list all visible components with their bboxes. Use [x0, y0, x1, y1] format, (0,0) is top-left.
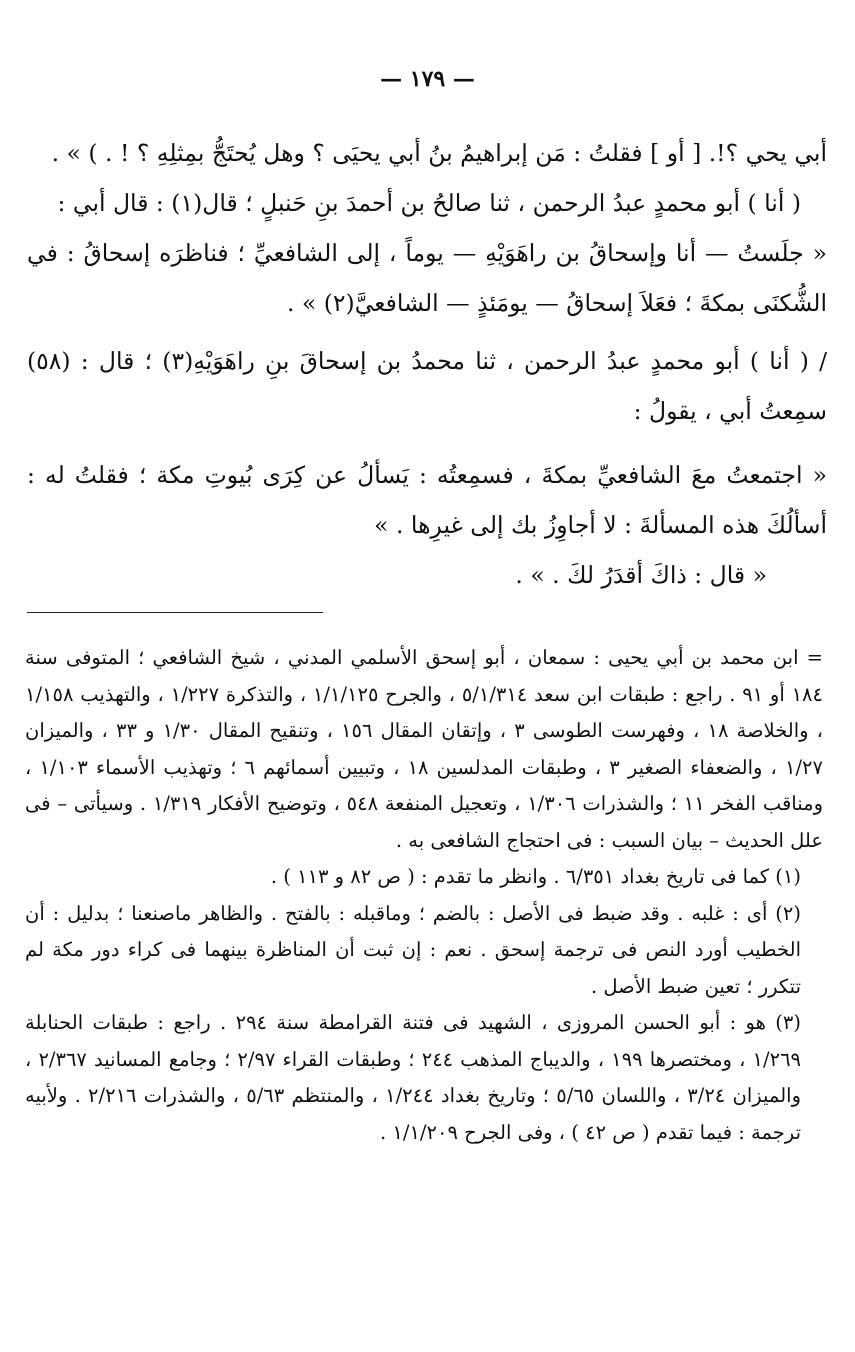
- paragraph-5: « اجتمعتُ معَ الشافعيِّ بمكةَ ، فسمِعتُه : يَسألُ عن كِرَى بُيوتِ مكة ؛ فقلتُ له : أسألُكَ هذه المسألةَ : لا أجاوِزُ بك إلى غيرِها . »: [27, 461, 827, 539]
- paragraph-2: ( أنا ) أبو محمدٍ عبدُ الرحمن ، ثنا صالحُ بن أحمدَ بنِ حَنبلٍ ؛ قال(١) : قال أبي :: [57, 189, 801, 217]
- page-number: — ١٧٩ —: [380, 66, 475, 92]
- footnotes: [25, 640, 823, 1151]
- paragraph-6: « قال : ذاكَ أقدَرُ لكَ . » .: [515, 561, 767, 589]
- footnote-continued: = ابن محمد بن أبي يحيى : سمعان ، أبو إسحق الأسلمي المدني ، شيخ الشافعي ؛ المتوفى سنة ١٨٤ أو ٩١ . راجع : طبقات ابن سعد ٥/١/٣١٤ ، والجرح ١/١/١٢٥ ، والتذكرة ١/٢٢٧ ، والتهذيب ١/١٥٨ ، والخلاصة ١٨ ، وفهرست الطوسى ٣ ، وإتقان المقال ١٥٦ ، وتنقيح المقال ١/٣٠ و ٣٣ ، والميزان ١/٢٧ ، والضعفاء الصغير ٣ ، وطبقات المدلسين ١٨ ، وتبيين أسمائهم ٦ ؛ وتهذيب الأسماء ١/١٠٣ ، ومناقب الفخر ١١ ؛ والشذرات ١/٣٠٦ ، وتعجيل المنفعة ٥٤٨ ، وتوضيح الأفكار ١/٣١٩ . وسيأتى – فى علل الحديث – بيان السبب : فى احتجاج الشافعى به .: [25, 646, 823, 852]
- paragraph-1: أبي يحي ؟!. [ أو ] فقلتُ : مَن إبراهيمُ بنُ أبي يحيَى ؟ وهل يُحتَجُّ بمِثلِهِ ؟ ! . ) » .: [51, 139, 827, 167]
- paragraph-3: « جلَستُ — أنا وإسحاقُ بن راهَوَيْهِ — يوماً ، إلى الشافعيِّ ؛ فناظرَه إسحاقُ : في الشُّكنَى بمكةَ ؛ فعَلاَ إسحاقُ — يومَئذٍ — الشافعيَّ(٢) » .: [27, 239, 827, 317]
- footnote-1: (١) كما فى تاريخ بغداد ٦/٣٥١ . وانظر ما تقدم : ( ص ٨٢ و ١١٣ ) .: [270, 865, 801, 888]
- paragraph-4: / ( أنا ) أبو محمدٍ عبدُ الرحمن ، ثنا محمدُ بن إسحاقَ بنِ راهَوَيْهِ(٣) ؛ قال : (٥٨) سمِعتُ أبي ، يقولُ :: [27, 347, 827, 425]
- footnote-3: (٣) هو : أبو الحسن المروزى ، الشهيد فى فتنة القرامطة سنة ٢٩٤ . راجع : طبقات الحنابلة ١/٢٦٩ ، ومختصرها ١٩٩ ، والديباج المذهب ٢٤٤ ؛ وطبقات القراء ٢/٩٧ ؛ وجامع المسانيد ٢/٣٦٧ ، والميزان ٣/٢٤ ، واللسان ٥/٦٥ ؛ وتاريخ بغداد ١/٢٤٤ ، والمنتظم ٥/٦٣ ، والشذرات ٢/٢١٦ . ولأبيه ترجمة : فيما تقدم ( ص ٤٢ ) ، وفى الجرح ١/١/٢٠٩ .: [25, 1011, 802, 1144]
- footnote-divider: [27, 612, 323, 613]
- footnote-2: (٢) أى : غلبه . وقد ضبط فى الأصل : بالضم ؛ وماقبله : بالفتح . والظاهر ماصنعنا ؛ بدليل : أن الخطيب أورد النص فى ترجمة إسحق . نعم : إن ثبت أن المناظرة بينهما فى كراء دور مكة لم تتكرر ؛ تعين ضبط الأصل .: [25, 901, 801, 998]
- main-text-body: [27, 128, 827, 600]
